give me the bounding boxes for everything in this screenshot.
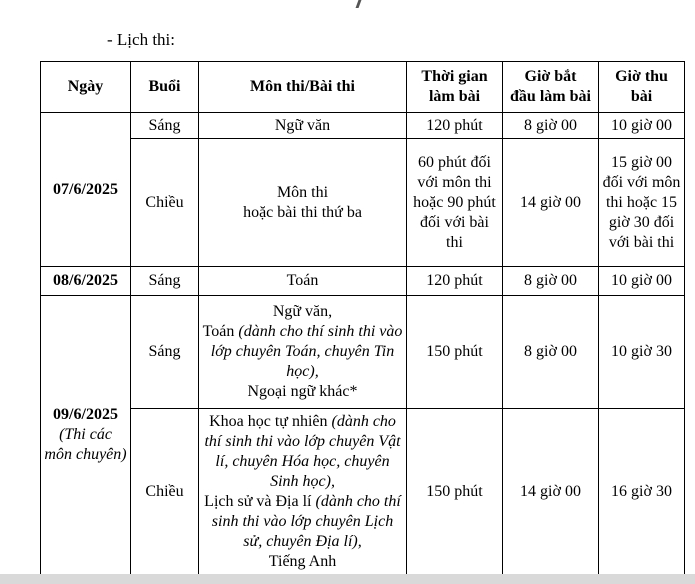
date-cell [41, 296, 131, 575]
section-heading: - Lịch thi: [107, 30, 175, 49]
start-cell: 14 giờ 00 [503, 139, 599, 267]
duration-cell: 150 phút [407, 409, 503, 575]
start-cell: 14 giờ 00 [503, 409, 599, 575]
header-end [599, 62, 685, 113]
date-note: (Thi các môn chuyên) [44, 426, 127, 463]
header-start-line1: Giờ bắt [524, 68, 577, 85]
header-duration-line2: làm bài [428, 88, 481, 105]
table-row [41, 267, 685, 296]
page-bottom-bar [0, 574, 695, 584]
subject-cell: Toán [199, 267, 407, 296]
start-cell: 8 giờ 00 [503, 267, 599, 296]
subject-cell [199, 409, 407, 575]
table-row [41, 409, 685, 575]
date-cell: 07/6/2025 [41, 113, 131, 267]
end-cell: 10 giờ 30 [599, 296, 685, 409]
subject-line: Lịch sử và Địa lí [204, 492, 316, 510]
subject-cell: Ngữ văn [199, 113, 407, 139]
subject-line: Khoa học tự nhiên [209, 412, 332, 430]
page-mark [356, 0, 362, 8]
header-start-line2: đầu làm bài [510, 88, 591, 105]
subject-line: hoặc bài thi thứ ba [243, 203, 362, 221]
subject-line: Ngữ văn, [272, 303, 333, 320]
header-subject: Môn thi/Bài thi [199, 62, 407, 113]
table-row [41, 139, 685, 267]
subject-note: (dành cho thí sinh thi vào lớp chuyên Toán, chuyên Tin học), [210, 323, 403, 380]
end-cell: 10 giờ 00 [599, 113, 685, 139]
header-duration-line1: Thời gian [421, 68, 488, 85]
header-session: Buổi [131, 62, 199, 113]
start-cell: 8 giờ 00 [503, 296, 599, 409]
subject-note: (dành cho thí sinh thi vào lớp chuyên Lịch sử, chuyên Địa lí), [211, 492, 401, 550]
header-start [503, 62, 599, 113]
header-date: Ngày [41, 62, 131, 113]
session-cell: Sáng [131, 113, 199, 139]
subject-note: (dành cho thí sinh thi vào lớp chuyên Vật lí, chuyên Hóa học, chuyên Sinh học), [204, 412, 401, 490]
duration-cell: 120 phút [407, 267, 503, 296]
duration-cell: 120 phút [407, 113, 503, 139]
duration-cell: 150 phút [407, 296, 503, 409]
end-cell: 15 giờ 00 đối với môn thi hoặc 15 giờ 30 đối với bài thi [599, 139, 685, 267]
date-cell: 08/6/2025 [41, 267, 131, 296]
header-duration [407, 62, 503, 113]
session-cell: Chiều [131, 409, 199, 575]
date-value: 09/6/2025 [53, 406, 118, 423]
subject-cell [199, 296, 407, 409]
subject-line: Toán [202, 323, 239, 340]
session-cell: Chiều [131, 139, 199, 267]
exam-schedule-table [40, 61, 685, 575]
table-row [41, 296, 685, 409]
subject-cell [199, 139, 407, 267]
duration-cell: 60 phút đối với môn thi hoặc 90 phút đối với bài thi [407, 139, 503, 267]
subject-line: Môn thi [276, 183, 329, 201]
table-row [41, 113, 685, 139]
end-cell: 10 giờ 00 [599, 267, 685, 296]
subject-line: Tiếng Anh [268, 552, 337, 570]
header-row [41, 62, 685, 113]
subject-line: Ngoại ngữ khác* [247, 383, 358, 400]
end-cell: 16 giờ 30 [599, 409, 685, 575]
start-cell: 8 giờ 00 [503, 113, 599, 139]
session-cell: Sáng [131, 296, 199, 409]
header-end-line1: Giờ thu [615, 68, 668, 85]
header-end-line2: bài [630, 88, 653, 105]
session-cell: Sáng [131, 267, 199, 296]
